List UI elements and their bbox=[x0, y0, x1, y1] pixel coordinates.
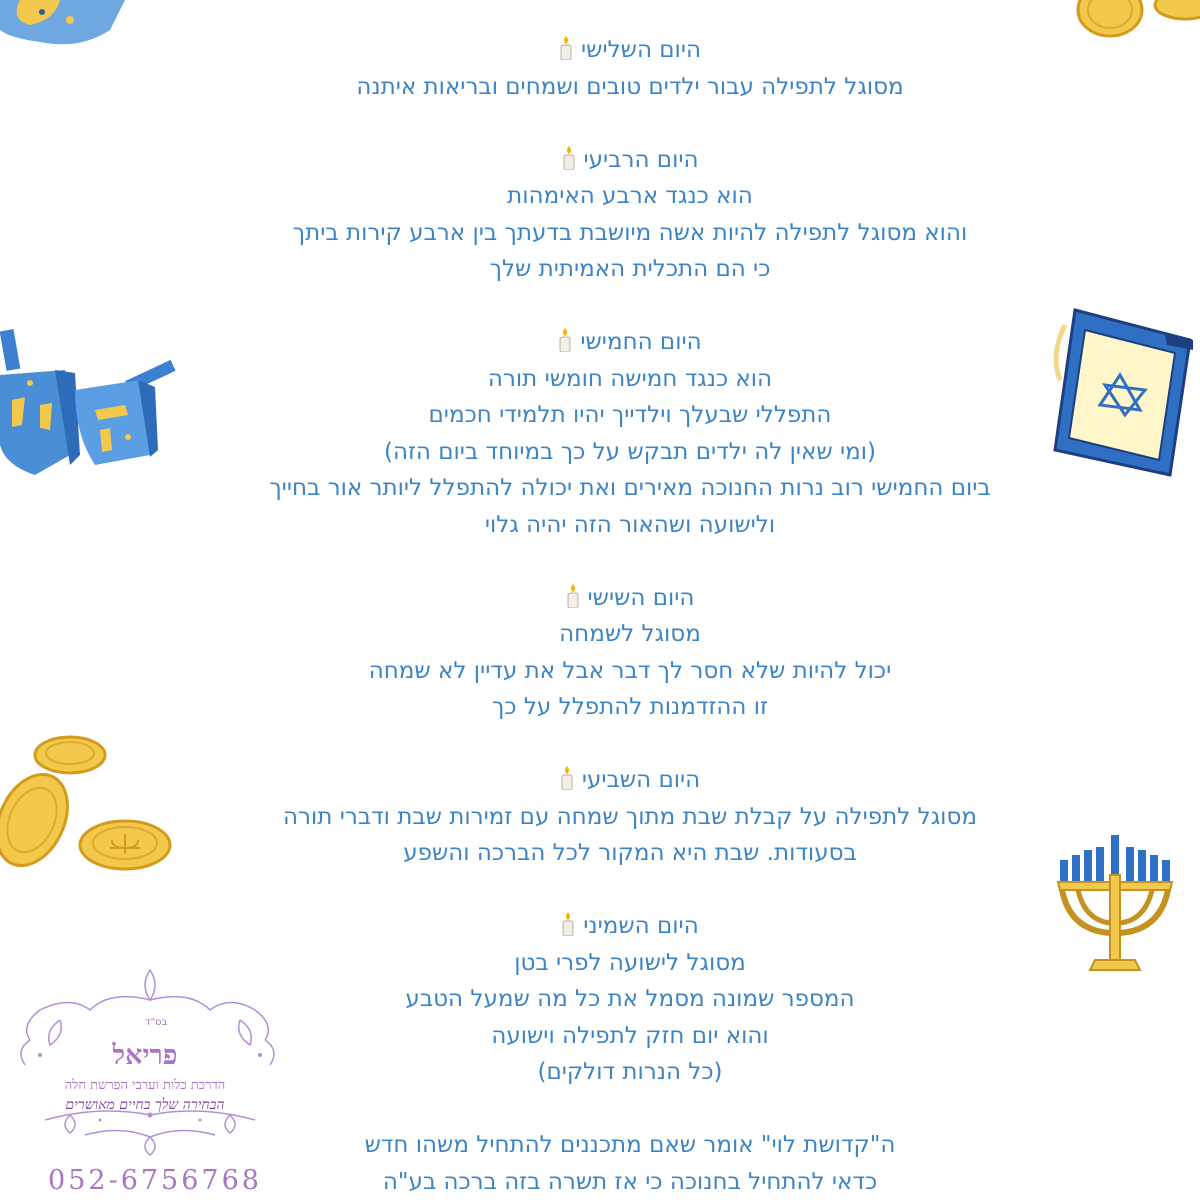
logo-phone: 052-6756768 bbox=[48, 1165, 262, 1196]
section-line: ולישועה ושהאור הזה יהיה גלוי bbox=[484, 511, 776, 538]
closing-line: ה"קדושת לוי" אומר שאם מתכננים להתחיל משהו חדש bbox=[364, 1132, 896, 1158]
logo-subtitle: הדרכת כלות וערבי הפרשת חלה bbox=[64, 1078, 226, 1093]
blessings-text bbox=[180, 32, 1080, 1200]
candle-icon bbox=[562, 145, 576, 182]
section-line: והוא יום חזק לתפילה וישועה bbox=[491, 1022, 769, 1049]
section-heading: היום השלישי bbox=[180, 32, 1080, 69]
section-heading: היום השישי bbox=[180, 580, 1080, 617]
closing-line: כדאי להתחיל בחנוכה כי אז תשרה בזה ברכה בע"ה bbox=[382, 1168, 878, 1195]
candle-icon bbox=[558, 327, 572, 364]
candle-icon bbox=[559, 35, 573, 72]
section-line: (ומי שאין לה ילדים תבקש על כך במיוחד ביום הזה) bbox=[383, 438, 877, 465]
section-line: מסוגל לתפילה עבור ילדים טובים ושמחים ובריאות איתנה bbox=[356, 73, 904, 100]
section-line: מסוגל לישועה לפרי בטן bbox=[514, 949, 746, 976]
section-line: כי הם התכלית האמיתית שלך bbox=[489, 256, 771, 282]
section-line: המספר שמונה מסמל את כל מה שמעל הטבע bbox=[405, 986, 855, 1012]
section-heading: היום השביעי bbox=[180, 762, 1080, 799]
section-heading: היום החמישי bbox=[180, 324, 1080, 361]
dreidel-corner-icon bbox=[0, 0, 130, 60]
section-heading: היום השמיני bbox=[180, 908, 1080, 945]
section-line: מסוגל לתפילה על קבלת שבת מתוך שמחה עם זמירות שבת ודברי תורה bbox=[283, 803, 977, 830]
dreidels-icon bbox=[0, 325, 180, 490]
logo-bsd: בס"ד bbox=[145, 1017, 168, 1028]
logo-name: פריאל bbox=[112, 1040, 178, 1071]
candle-icon bbox=[560, 765, 574, 802]
section-line: הוא כנגד חמישה חומשי תורה bbox=[487, 365, 773, 392]
section-line: (כל הנרות דולקים) bbox=[537, 1059, 723, 1085]
section-line: יכול להיות שלא חסר לך דבר אבל את עדיין לא שמחה bbox=[368, 657, 892, 684]
section-line: מסוגל לשמחה bbox=[559, 621, 701, 647]
section-line: והוא מסוגל לתפילה להיות אשה מיושבת בדעתך בין ארבע קירות ביתך bbox=[292, 219, 968, 246]
brand-logo bbox=[0, 965, 290, 1200]
coins-corner-icon bbox=[1075, 0, 1200, 45]
section-line: ביום החמישי רוב נרות החנוכה מאירים ואת יכולה להתפלל ליותר אור בחייך bbox=[269, 475, 991, 501]
section-heading: היום הרביעי bbox=[180, 142, 1080, 179]
section-line: זו ההזדמנות להתפלל על כך bbox=[492, 694, 768, 720]
section-line: בסעודות. שבת היא המקור לכל הברכה והשפע bbox=[403, 840, 857, 866]
logo-tagline: הבחירה שלך בחיים מאושרים bbox=[65, 1097, 225, 1113]
candle-icon bbox=[561, 911, 575, 948]
candle-icon bbox=[566, 583, 580, 620]
section-line: התפללי שבעלך וילדייך יהיו תלמידי חכמים bbox=[428, 402, 832, 428]
section-line: הוא כנגד ארבע האימהות bbox=[507, 183, 753, 209]
gold-coins-icon bbox=[0, 730, 180, 875]
